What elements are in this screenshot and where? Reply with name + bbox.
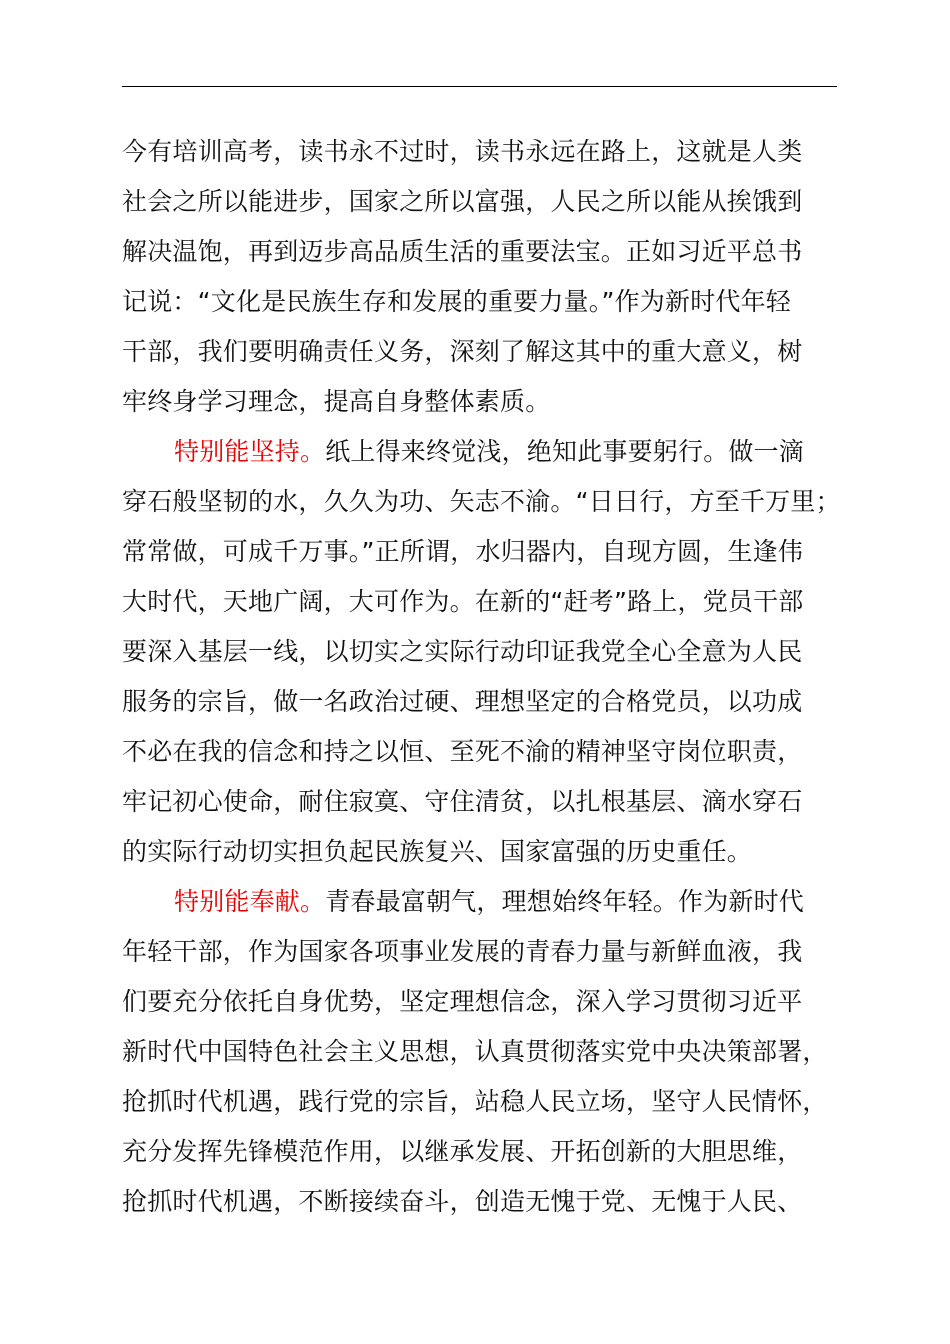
- paragraph-lead-heading: 特别能奉献。: [174, 887, 326, 916]
- paragraph-1: [122, 127, 862, 427]
- text-line: 干部，我们要明确责任义务，深刻了解这其中的重大意义，树: [122, 337, 803, 366]
- text-line: 常常做，可成千万事。”正所谓，水归器内，自现方圆，生逢伟: [122, 537, 804, 566]
- header-rule: [122, 86, 837, 87]
- text-line: 解决温饱，再到迈步高品质生活的重要法宝。正如习近平总书: [122, 237, 803, 266]
- text-line: 的实际行动切实担负起民族复兴、国家富强的历史重任。: [122, 837, 753, 866]
- text-run: 纸上得来终觉浅，绝知此事要躬行。做一滴: [325, 437, 805, 466]
- text-line: 要深入基层一线，以切实之实际行动印证我党全心全意为人民: [122, 637, 803, 666]
- text-line: 牢记初心使命，耐住寂寞、守住清贫，以扎根基层、滴水穿石: [122, 787, 803, 816]
- document-body: [122, 127, 862, 1227]
- text-line: 们要充分依托自身优势，坚定理想信念，深入学习贯彻习近平: [122, 987, 803, 1016]
- paragraph-first-line: [122, 427, 862, 477]
- text-run: 青春最富朝气，理想始终年轻。作为新时代: [325, 887, 805, 916]
- paragraph-3: [122, 877, 862, 1227]
- text-line: 牢终身学习理念，提高自身整体素质。: [122, 387, 551, 416]
- text-line: 抢抓时代机遇，践行党的宗旨，站稳人民立场，坚守人民情怀，: [122, 1087, 828, 1116]
- text-line: 服务的宗旨，做一名政治过硬、理想坚定的合格党员，以功成: [122, 687, 803, 716]
- text-line: 记说：“文化是民族生存和发展的重要力量。”作为新时代年轻: [122, 287, 792, 316]
- paragraph-lead-heading: 特别能坚持。: [174, 437, 326, 466]
- text-line: 不必在我的信念和持之以恒、至死不渝的精神坚守岗位职责，: [122, 737, 803, 766]
- text-line: 抢抓时代机遇，不断接续奋斗，创造无愧于党、无愧于人民、: [122, 1187, 803, 1216]
- text-line: 新时代中国特色社会主义思想，认真贯彻落实党中央决策部署，: [122, 1037, 828, 1066]
- paragraph-2: [122, 427, 862, 877]
- text-line: 大时代，天地广阔，大可作为。在新的“赶考”路上，党员干部: [122, 587, 804, 616]
- text-line: 年轻干部，作为国家各项事业发展的青春力量与新鲜血液，我: [122, 937, 803, 966]
- paragraph-first-line: [122, 877, 862, 927]
- text-line: 充分发挥先锋模范作用，以继承发展、开拓创新的大胆思维，: [122, 1137, 803, 1166]
- text-line: 社会之所以能进步，国家之所以富强，人民之所以能从挨饿到: [122, 187, 803, 216]
- text-line: 今有培训高考，读书永不过时，读书永远在路上，这就是人类: [122, 137, 803, 166]
- text-line: 穿石般坚韧的水，久久为功、矢志不渝。“日日行，方至千万里；: [122, 487, 841, 516]
